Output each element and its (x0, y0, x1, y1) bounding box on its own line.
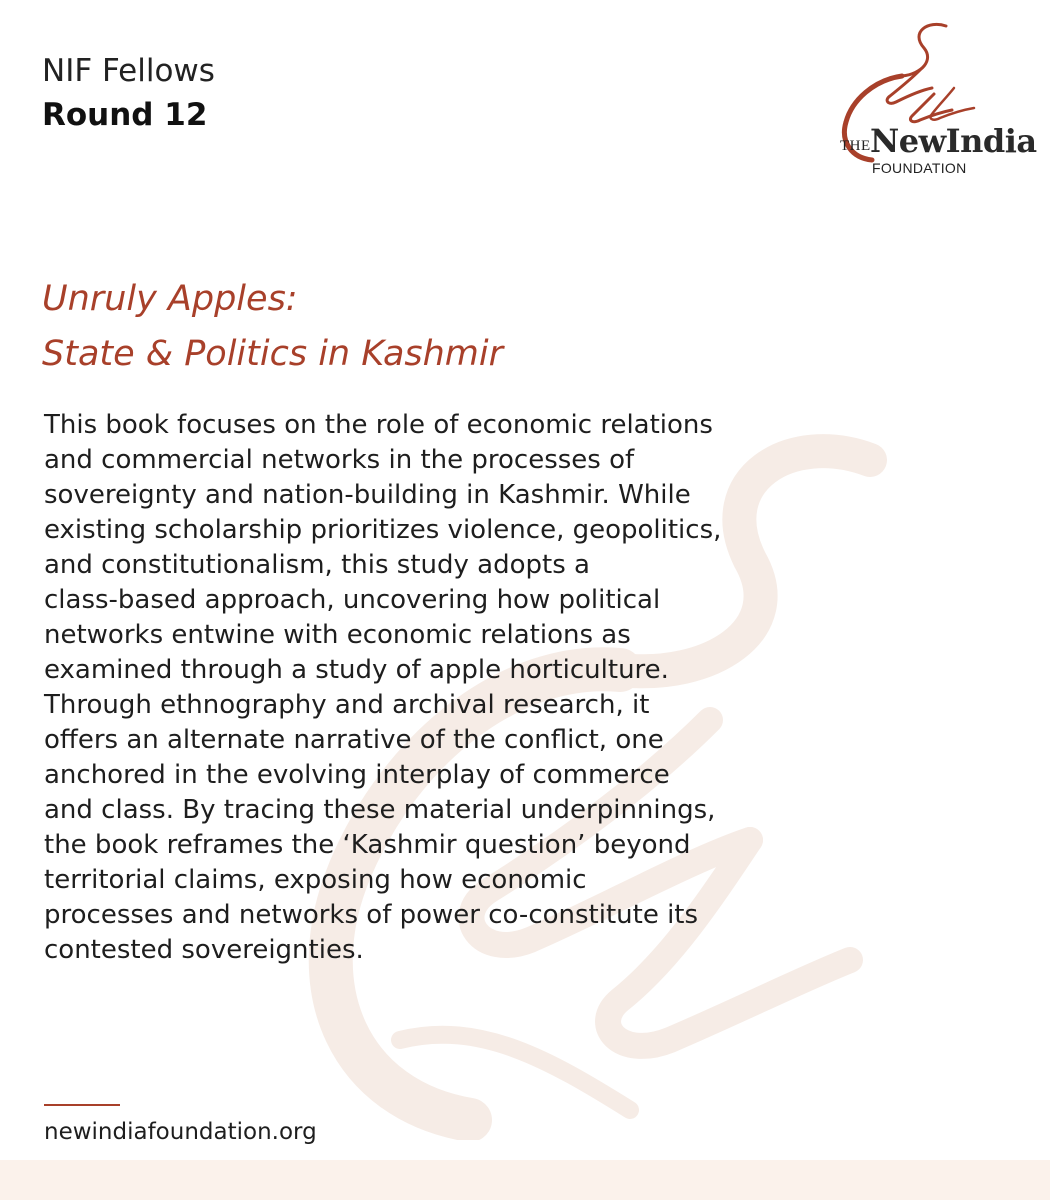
description-line: processes and networks of power co-constitute its (44, 900, 699, 930)
description-line: anchored in the evolving interplay of commerce (44, 760, 670, 790)
description-line: class-based approach, uncovering how political (44, 585, 661, 615)
book-title-line-1: Unruly Apples: (42, 279, 298, 319)
description-line: and commercial networks in the processes of (44, 445, 635, 475)
description-line: contested sovereignties. (44, 935, 364, 965)
description-line: examined through a study of apple horticulture. (44, 655, 669, 685)
description-line: offers an alternate narrative of the conflict, one (44, 725, 664, 755)
footer-band (0, 1160, 1050, 1200)
book-description (44, 408, 874, 968)
description-line: existing scholarship prioritizes violence, geopolitics, (44, 515, 722, 545)
description-line: Through ethnography and archival research, it (44, 690, 650, 720)
logo-the-text: THE (840, 138, 871, 154)
description-line: the book reframes the ‘Kashmir question’ beyond (44, 830, 691, 860)
logo-name-text: NewIndia (870, 122, 1037, 160)
website-link[interactable]: newindiafoundation.org (44, 1119, 317, 1145)
round-label: Round 12 (42, 97, 208, 133)
description-line: This book focuses on the role of economic relations (44, 410, 713, 440)
description-line: sovereignty and nation-building in Kashmir. While (44, 480, 691, 510)
foundation-logo (826, 18, 1036, 178)
description-line: networks entwine with economic relations as (44, 620, 631, 650)
description-line: territorial claims, exposing how economic (44, 865, 587, 895)
logo-foundation-text: FOUNDATION (872, 160, 967, 176)
description-line: and constitutionalism, this study adopts a (44, 550, 590, 580)
book-title-line-2: State & Politics in Kashmir (42, 334, 504, 374)
footer-divider (44, 1104, 120, 1106)
program-label: NIF Fellows (42, 53, 215, 89)
description-line: and class. By tracing these material underpinnings, (44, 795, 716, 825)
